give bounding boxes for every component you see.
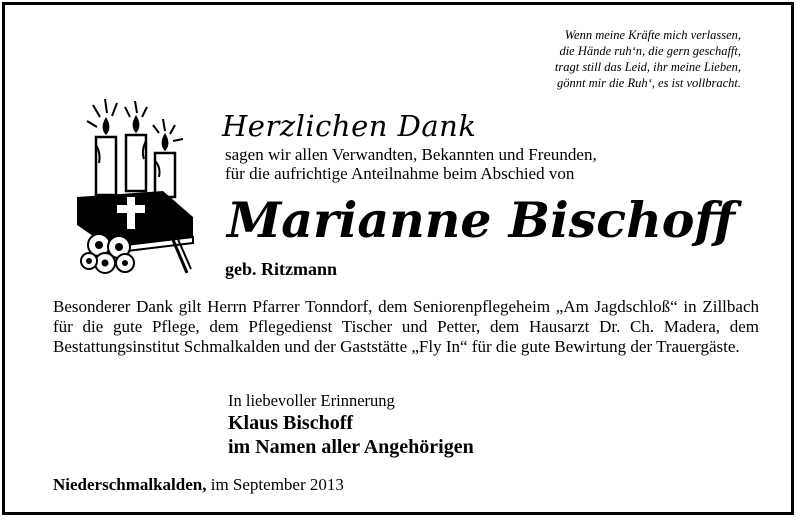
- deceased-name: Marianne Bischoff: [227, 191, 735, 249]
- footer-place: Niederschmalkalden,: [53, 475, 207, 494]
- notice-frame: [2, 2, 794, 515]
- signer-name: Klaus Bischoff: [228, 412, 354, 434]
- candles-bible-cross-flowers-icon: [75, 97, 195, 275]
- poem-line: die Hände ruh‘n, die gern geschafft,: [559, 44, 741, 58]
- footer: [53, 475, 344, 495]
- poem-line: tragt still das Leid, ihr meine Lieben,: [554, 60, 741, 74]
- special-thanks-paragraph: Besonderer Dank gilt Herrn Pfarrer Tonndorf, dem Seniorenpflegeheim „Am Jagdschloß“ in Zillbach für die gute Pflege, dem Pflegedienst Tischer und Petter, dem Hausarzt Dr. Ch. Madera, dem Bestattungsinstitut Schmalkalden und der Gaststätte „Fly In“ für die gute Bewirtung der Trauergäste.: [53, 297, 759, 356]
- heading: Herzlichen Dank: [222, 109, 477, 143]
- intro-text: [225, 145, 597, 183]
- signers: [228, 411, 474, 459]
- footer-date: im September 2013: [210, 475, 344, 494]
- poem-line: Wenn meine Kräfte mich verlassen,: [564, 28, 741, 42]
- poem: [481, 27, 741, 91]
- poem-line: gönnt mir die Ruh‘, es ist vollbracht.: [556, 76, 741, 90]
- intro-line: sagen wir allen Verwandten, Bekannten und Freunden,: [225, 145, 597, 164]
- memory-line: In liebevoller Erinnerung: [228, 391, 395, 410]
- birth-name: geb. Ritzmann: [225, 259, 337, 279]
- signer-line: im Namen aller Angehörigen: [228, 436, 474, 458]
- intro-line: für die aufrichtige Anteilnahme beim Abschied von: [225, 164, 575, 183]
